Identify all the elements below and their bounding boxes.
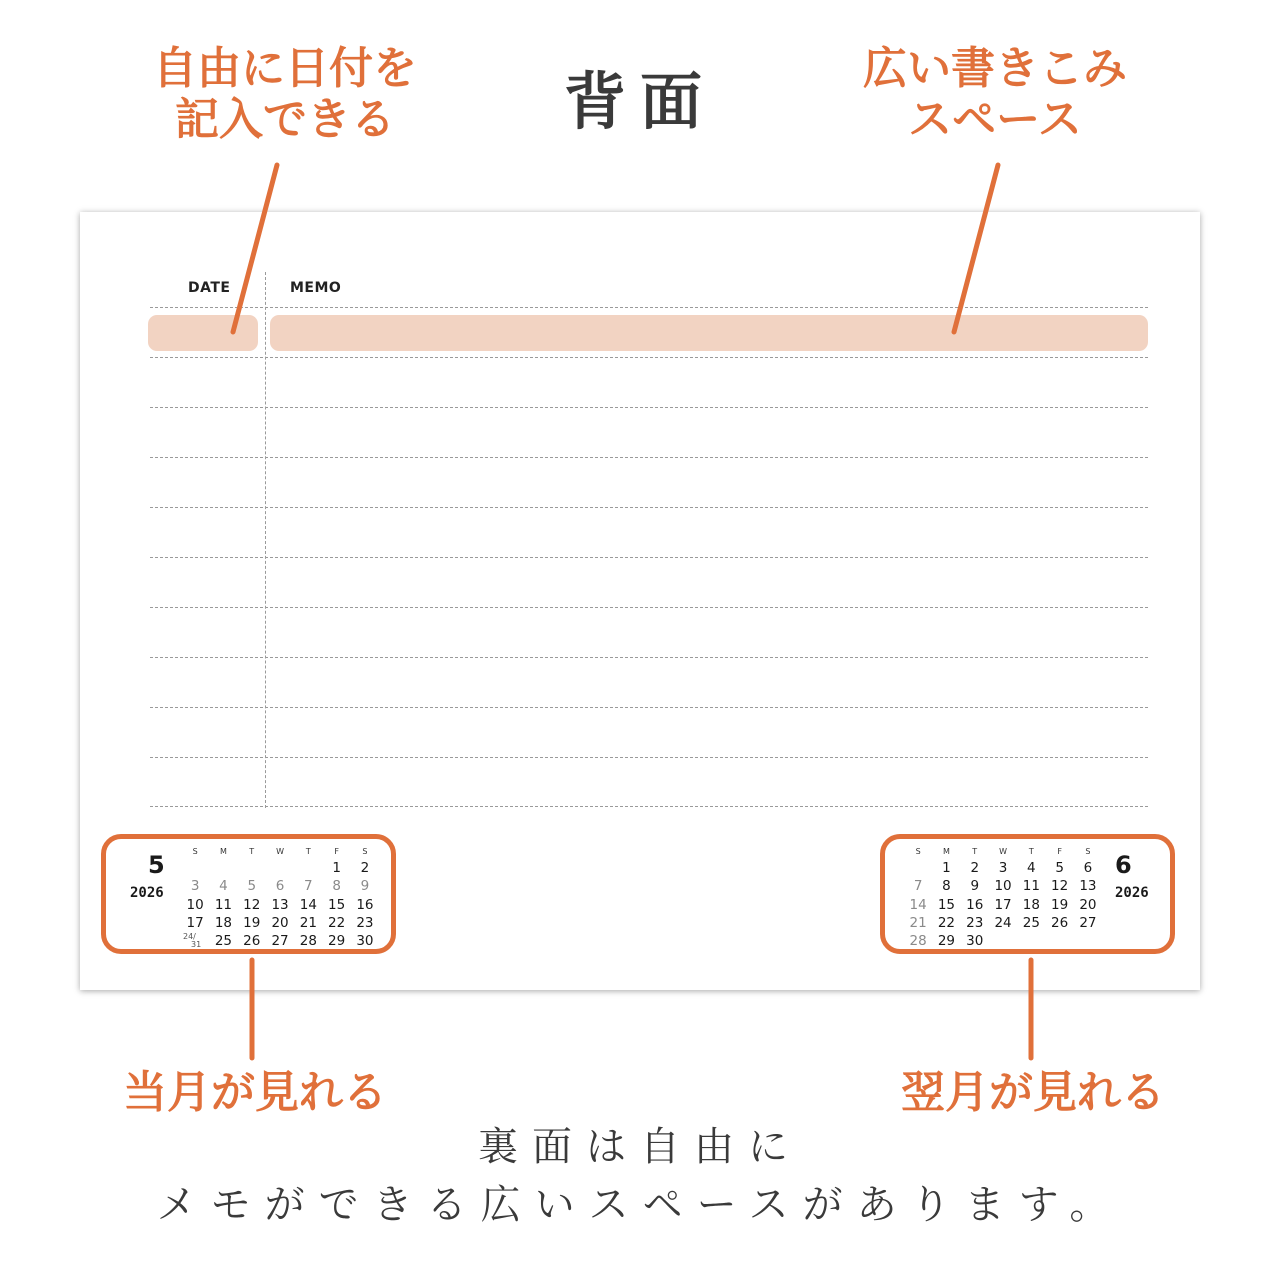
calendar-day: 14	[299, 896, 317, 913]
calendar-day: 9	[970, 878, 980, 895]
ruled-line	[150, 507, 1148, 508]
calendar-day: 4	[1027, 860, 1036, 876]
weekday-header: S	[192, 847, 198, 856]
calendar-day: 15	[937, 896, 956, 913]
calendar-day: 23	[356, 914, 374, 931]
calendar-day: 18	[214, 914, 233, 931]
calendar-day: 6	[1083, 860, 1093, 876]
current-month-calendar	[101, 834, 396, 954]
calendar-day: 10	[186, 896, 204, 913]
calendar-day: 5	[1055, 860, 1064, 876]
calendar-day	[1045, 932, 1073, 950]
calendar-day: 10	[994, 878, 1012, 895]
ruled-line	[150, 407, 1148, 408]
weekday-header: M	[942, 847, 950, 856]
calendar-day: 22	[937, 914, 956, 931]
annotation-line: スペース	[908, 93, 1082, 145]
column-divider	[265, 272, 266, 808]
weekday-header: F	[1057, 847, 1062, 856]
calendar-day: 28	[299, 933, 317, 950]
calendar-day-split-a: 24/	[183, 932, 196, 942]
calendar-day: 8	[332, 878, 341, 895]
calendar-day	[1017, 932, 1045, 950]
calendar-day: 26	[243, 933, 261, 950]
calendar-day	[181, 932, 209, 950]
page-title: 背面	[563, 65, 716, 138]
ruled-line	[150, 707, 1148, 708]
calendar-day: 7	[913, 878, 923, 895]
calendar-day: 30	[966, 933, 984, 950]
calendar-day	[238, 859, 266, 877]
weekday-header: T	[972, 847, 978, 856]
annotation-line: 記入できる	[175, 93, 395, 145]
calendar-grid	[904, 845, 1102, 950]
calendar-day	[266, 859, 294, 877]
weekday-header: T	[1028, 847, 1034, 856]
caption-line: 裏面は自由に	[478, 1124, 802, 1170]
calendar-day	[209, 859, 237, 877]
calendar-day: 11	[214, 896, 233, 913]
calendar-day: 1	[942, 860, 951, 876]
calendar-day: 25	[1022, 914, 1040, 931]
date-highlight	[148, 315, 258, 351]
caption	[0, 1118, 1280, 1234]
calendar-day: 28	[909, 933, 927, 950]
calendar-day: 18	[1022, 896, 1040, 913]
calendar-day: 12	[1051, 878, 1069, 895]
calendar-month: 5	[148, 851, 165, 879]
annotation-line: 広い書きこみ	[863, 43, 1127, 94]
calendar-day: 19	[243, 914, 261, 931]
calendar-day: 16	[966, 896, 984, 913]
calendar-day: 3	[998, 860, 1008, 876]
ruled-line	[150, 607, 1148, 608]
calendar-day: 1	[332, 860, 341, 876]
calendar-day: 7	[304, 878, 313, 895]
calendar-day: 2	[970, 860, 980, 876]
calendar-day: 16	[356, 896, 374, 913]
calendar-day: 9	[360, 878, 370, 895]
calendar-day: 20	[271, 914, 289, 931]
weekday-header: M	[219, 847, 227, 856]
calendar-day	[181, 859, 209, 877]
calendar-day: 22	[328, 914, 346, 931]
weekday-header: S	[915, 847, 921, 856]
calendar-day: 12	[243, 896, 261, 913]
ruled-line	[150, 307, 1148, 308]
calendar-day	[294, 859, 322, 877]
calendar-day: 21	[299, 914, 317, 931]
memo-highlight	[270, 315, 1148, 351]
calendar-day: 19	[1051, 896, 1069, 913]
calendar-day: 13	[271, 896, 289, 913]
weekday-header: S	[1085, 847, 1091, 856]
ruled-line	[150, 806, 1148, 807]
calendar-year: 2026	[1115, 885, 1149, 901]
calendar-day: 27	[271, 933, 289, 950]
weekday-header: W	[999, 847, 1007, 856]
date-column-label: DATE	[188, 280, 231, 296]
ruled-line	[150, 657, 1148, 658]
calendar-day	[904, 859, 932, 877]
ruled-line	[150, 357, 1148, 358]
calendar-day: 8	[942, 878, 951, 895]
calendar-day: 3	[190, 878, 200, 895]
calendar-day	[989, 932, 1017, 950]
calendar-year: 2026	[130, 885, 164, 901]
calendar-day: 25	[214, 933, 233, 950]
calendar-day: 15	[328, 896, 346, 913]
weekday-header: T	[249, 847, 255, 856]
caption-line: メモができる広いスペースがあります。	[156, 1182, 1124, 1228]
weekday-header: T	[305, 847, 311, 856]
calendar-day: 27	[1079, 914, 1097, 931]
calendar-day: 11	[1022, 878, 1040, 895]
memo-card	[80, 212, 1200, 990]
calendar-day: 17	[186, 914, 204, 931]
calendar-day: 20	[1079, 896, 1097, 913]
calendar-month: 6	[1115, 851, 1132, 879]
calendar-day	[1074, 932, 1102, 950]
calendar-day: 4	[219, 878, 228, 895]
annotation-next-month: 翌月が見れる	[901, 1067, 1165, 1118]
weekday-header: S	[362, 847, 368, 856]
calendar-day: 5	[247, 878, 257, 895]
calendar-day: 26	[1051, 914, 1069, 931]
calendar-day: 29	[937, 933, 956, 950]
calendar-day-split-b: 31	[191, 940, 202, 950]
annotation-wide-space	[830, 44, 1160, 145]
memo-column-label: MEMO	[290, 280, 342, 296]
calendar-day: 17	[994, 896, 1012, 913]
ruled-line	[150, 457, 1148, 458]
calendar-grid	[181, 845, 379, 950]
annotation-line: 自由に日付を	[153, 43, 417, 94]
calendar-day: 14	[909, 896, 927, 913]
annotation-date-free	[120, 44, 450, 145]
weekday-header: F	[334, 847, 339, 856]
calendar-day: 30	[356, 933, 374, 950]
calendar-day: 23	[966, 914, 984, 931]
calendar-day: 21	[909, 914, 927, 931]
next-month-calendar	[880, 834, 1175, 954]
calendar-day: 13	[1079, 878, 1097, 895]
calendar-day: 24	[994, 914, 1012, 931]
calendar-day: 29	[328, 933, 346, 950]
ruled-line	[150, 557, 1148, 558]
annotation-current-month: 当月が見れる	[123, 1067, 387, 1118]
calendar-day: 6	[275, 878, 285, 895]
weekday-header: W	[276, 847, 284, 856]
calendar-day: 2	[360, 860, 370, 876]
ruled-line	[150, 757, 1148, 758]
